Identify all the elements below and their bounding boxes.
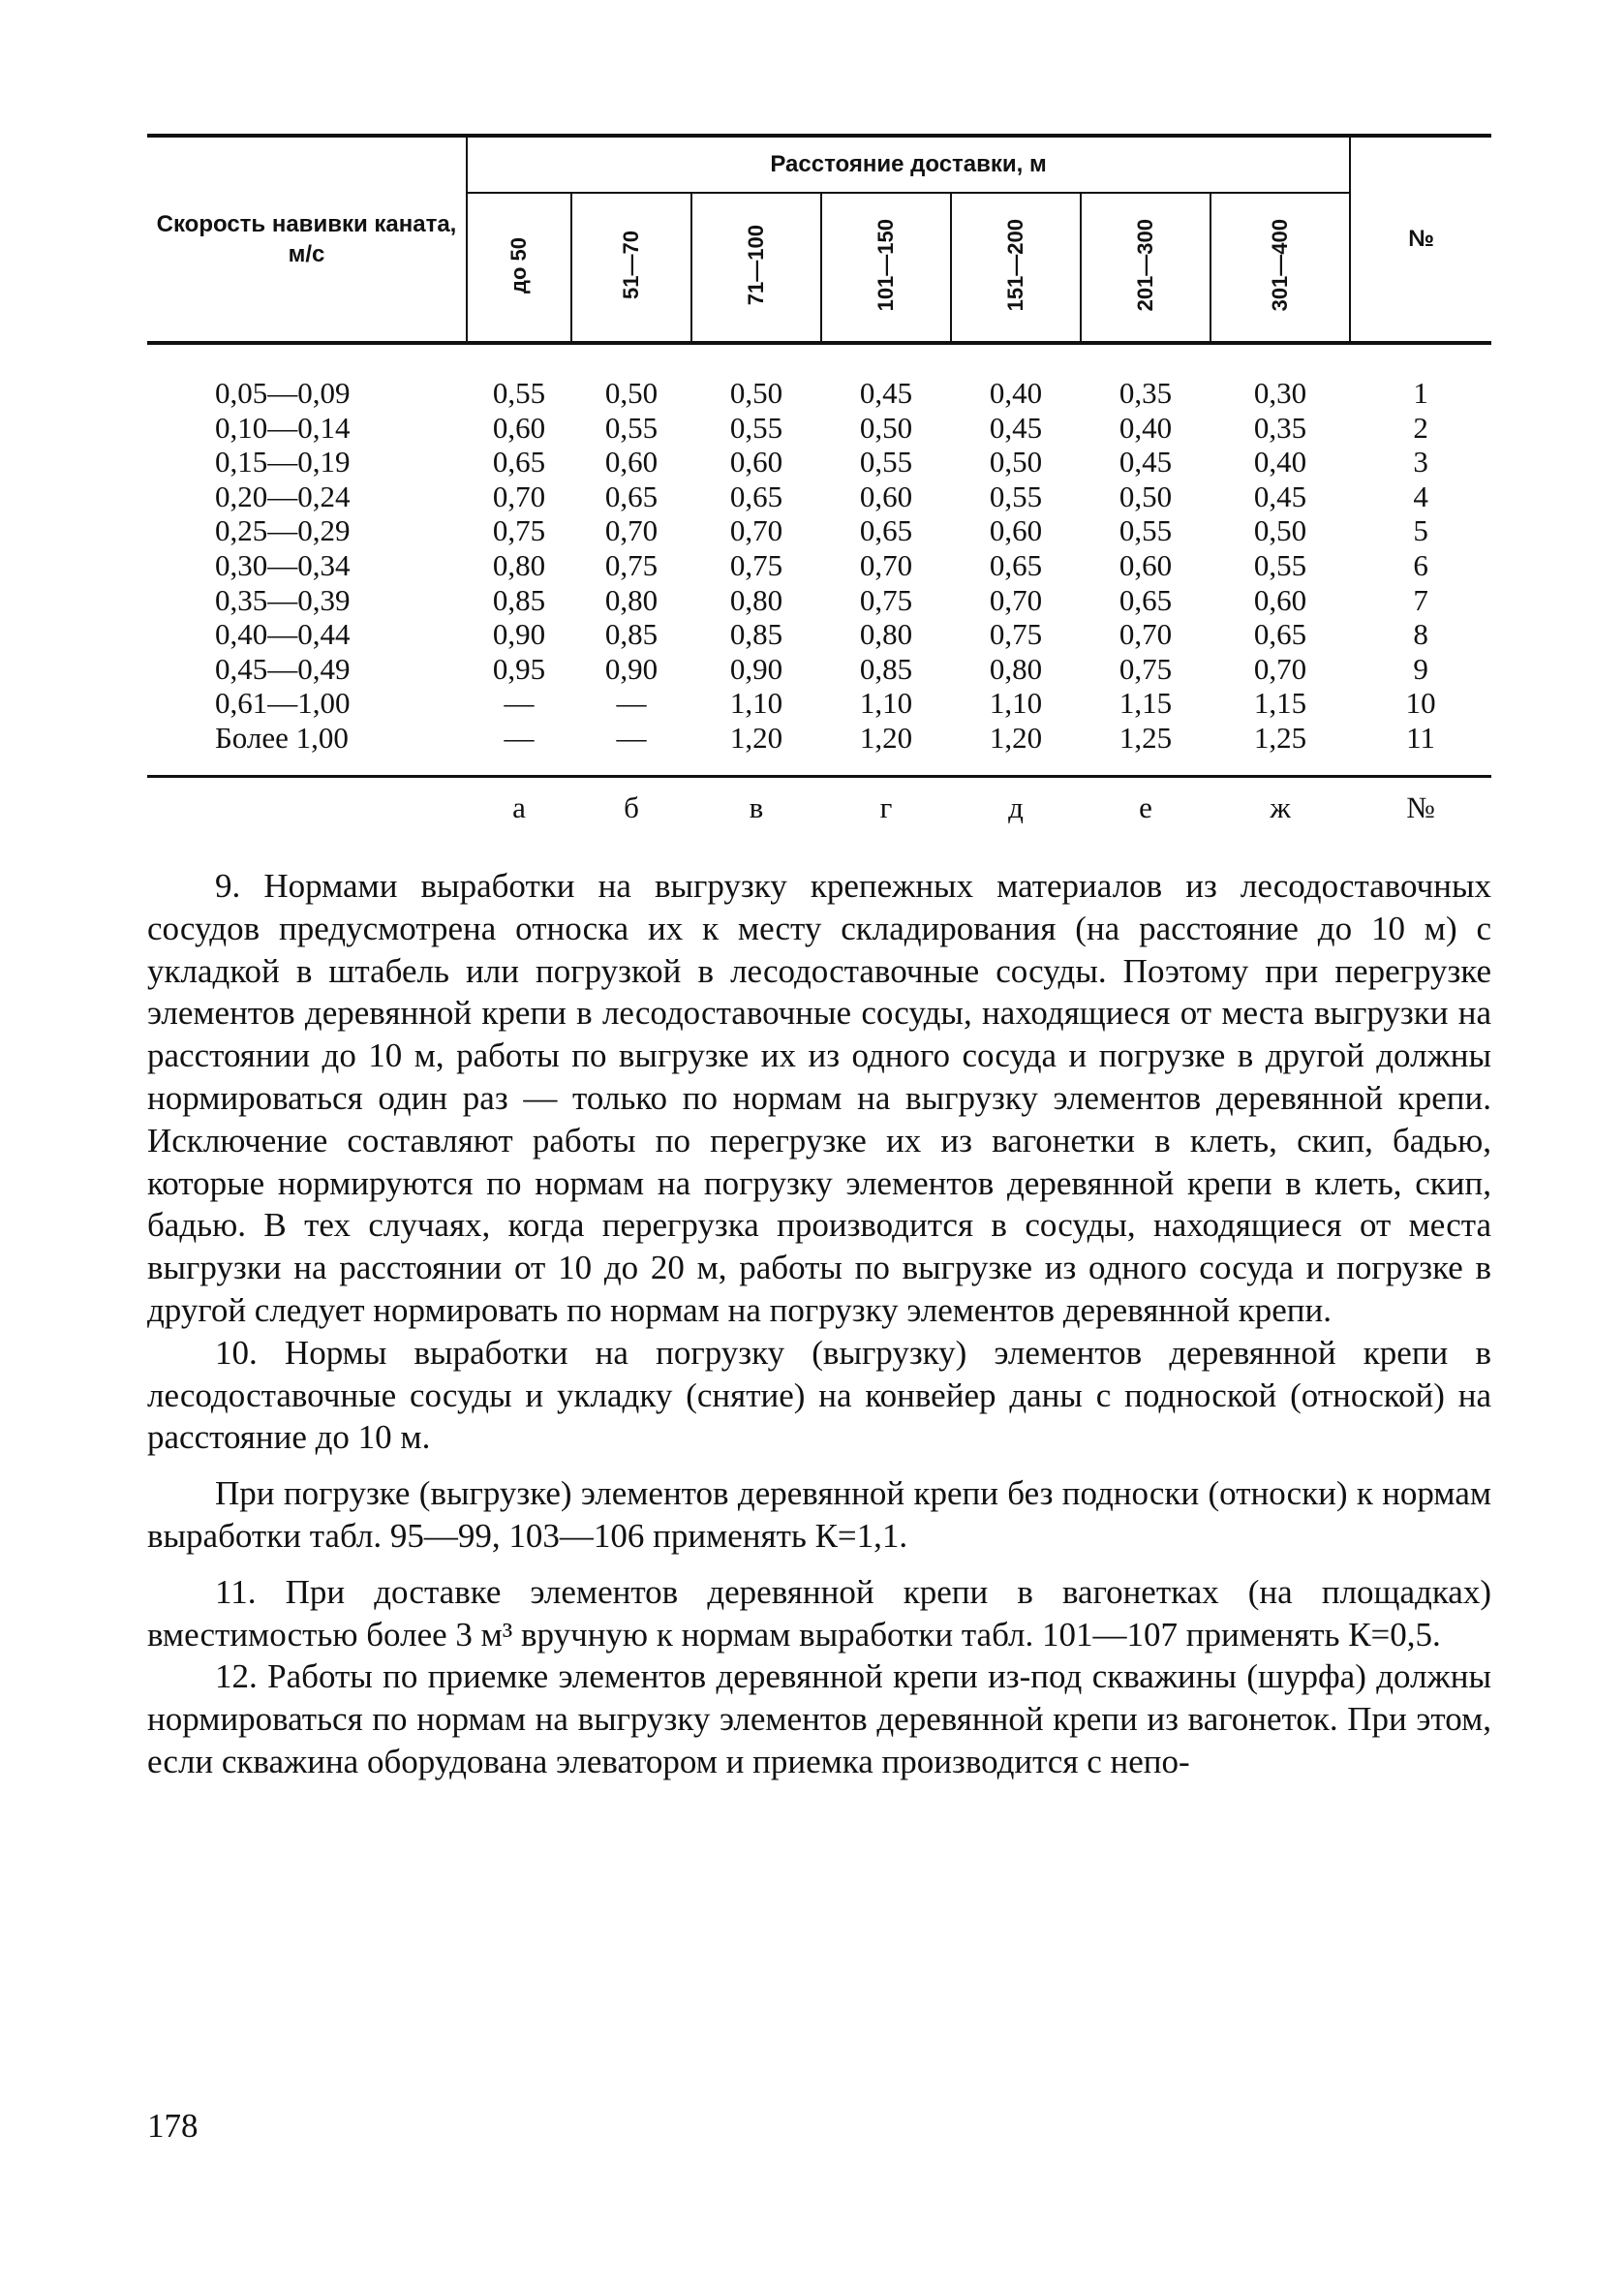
row-number-header: № bbox=[1350, 138, 1491, 341]
row-number-cell: 11 bbox=[1406, 720, 1436, 755]
distance-header bbox=[1081, 193, 1210, 341]
table-row bbox=[147, 583, 1491, 618]
distance-header-label: 201—300 bbox=[1133, 218, 1157, 312]
paragraph: 11. При доставке элементов деревянной крепи в вагонетках (на площадках) вместимостью более 3 м³ вручную к нормам выработки табл. 101—107 применять К=0,5. bbox=[147, 1572, 1491, 1654]
table-row bbox=[147, 479, 1491, 514]
norm-value-cell: — bbox=[616, 686, 647, 721]
norm-value-cell: 0,70 bbox=[1118, 617, 1173, 652]
norm-value-cell: 0,75 bbox=[604, 547, 659, 582]
norm-value-cell: 1,15 bbox=[1253, 686, 1307, 721]
norm-value-cell: 0,55 bbox=[989, 479, 1043, 513]
row-number-cell: 6 bbox=[1413, 547, 1428, 582]
norm-value-cell: 0,35 bbox=[1253, 410, 1307, 445]
footer-no-label: № bbox=[1350, 776, 1491, 838]
column-letter: в bbox=[691, 776, 821, 838]
norm-value-cell: 0,40 bbox=[1253, 445, 1307, 479]
norm-value-cell: 0,85 bbox=[604, 617, 659, 652]
speed-cell: 0,30—0,34 bbox=[215, 547, 351, 582]
norm-value-cell: 0,45 bbox=[1118, 445, 1173, 479]
norm-value-cell: 0,50 bbox=[1118, 479, 1173, 513]
row-number-cell: 1 bbox=[1413, 376, 1428, 410]
norm-value-cell: 1,15 bbox=[1118, 686, 1173, 721]
norm-value-cell: 0,50 bbox=[989, 445, 1043, 479]
norm-value-cell: 0,65 bbox=[989, 547, 1043, 582]
body-text bbox=[147, 865, 1491, 1783]
row-number-cell: 5 bbox=[1413, 513, 1428, 548]
norm-value-cell: 1,20 bbox=[729, 720, 783, 755]
norm-value-cell: 0,70 bbox=[859, 547, 913, 582]
norm-value-cell: 0,65 bbox=[1118, 582, 1173, 617]
table-body bbox=[147, 343, 1491, 776]
distance-group-header: Расстояние доставки, м bbox=[467, 138, 1350, 193]
norm-value-cell: 0,40 bbox=[989, 376, 1043, 410]
paragraph: 10. Нормы выработки на погрузку (выгрузку) элементов деревянной крепи в лесодоставочные сосуды и укладку (снятие) на конвейер даны с подноской (отноской) на расстояние до 10 м. bbox=[147, 1333, 1491, 1457]
speed-cell: 0,20—0,24 bbox=[215, 479, 351, 513]
table-top-spacer bbox=[147, 343, 1491, 376]
distance-header-label: 51—70 bbox=[619, 231, 643, 299]
page-number: 178 bbox=[147, 2107, 199, 2145]
norm-value-cell: 0,90 bbox=[492, 617, 546, 652]
norm-value-cell: 0,60 bbox=[859, 479, 913, 513]
column-letter: г bbox=[821, 776, 951, 838]
norm-value-cell: 0,65 bbox=[729, 479, 783, 513]
norm-value-cell: — bbox=[504, 720, 535, 755]
norm-value-cell: 0,50 bbox=[1253, 513, 1307, 548]
distance-header bbox=[1210, 193, 1350, 341]
norm-value-cell: 0,85 bbox=[859, 651, 913, 686]
speed-cell: 0,05—0,09 bbox=[215, 376, 351, 410]
distance-header-label: 301—400 bbox=[1268, 218, 1293, 312]
norm-value-cell: 0,60 bbox=[604, 445, 659, 479]
norm-value-cell: 1,10 bbox=[859, 686, 913, 721]
norm-value-cell: 0,50 bbox=[859, 410, 913, 445]
table-row bbox=[147, 721, 1491, 756]
norm-value-cell: 0,45 bbox=[859, 376, 913, 410]
norms-table-block bbox=[147, 134, 1491, 838]
norm-value-cell: 0,55 bbox=[1253, 547, 1307, 582]
table-row bbox=[147, 548, 1491, 583]
norm-value-cell: 0,70 bbox=[729, 513, 783, 548]
norm-value-cell: 0,65 bbox=[492, 445, 546, 479]
speed-cell: 0,10—0,14 bbox=[215, 410, 351, 445]
norm-value-cell: 0,45 bbox=[1253, 479, 1307, 513]
norm-value-cell: 0,60 bbox=[1118, 547, 1173, 582]
norm-value-cell: — bbox=[504, 686, 535, 721]
table-row bbox=[147, 652, 1491, 687]
distance-header-label: 101—150 bbox=[873, 218, 898, 312]
norm-value-cell: 0,45 bbox=[989, 410, 1043, 445]
row-number-cell: 9 bbox=[1413, 651, 1428, 686]
row-number-cell: 2 bbox=[1413, 410, 1428, 445]
norm-value-cell: 1,25 bbox=[1118, 720, 1173, 755]
distance-header bbox=[821, 193, 951, 341]
norm-value-cell: 1,20 bbox=[859, 720, 913, 755]
norm-value-cell: 0,50 bbox=[604, 376, 659, 410]
norm-value-cell: 0,55 bbox=[604, 410, 659, 445]
column-letter: а bbox=[467, 776, 571, 838]
column-letter: б bbox=[571, 776, 691, 838]
norm-value-cell: 0,65 bbox=[1253, 617, 1307, 652]
norm-value-cell: 0,35 bbox=[1118, 376, 1173, 410]
column-letters-row bbox=[147, 776, 1491, 838]
distance-header-label: до 50 bbox=[506, 236, 531, 294]
footer-blank-cell bbox=[147, 776, 467, 838]
norm-value-cell: 0,75 bbox=[729, 547, 783, 582]
row-number-cell: 7 bbox=[1413, 582, 1428, 617]
distance-header bbox=[951, 193, 1081, 341]
speed-column-header: Скорость навивки каната, м/с bbox=[147, 138, 467, 341]
norm-value-cell: 0,75 bbox=[492, 513, 546, 548]
column-letter: д bbox=[951, 776, 1081, 838]
norm-value-cell: 0,85 bbox=[729, 617, 783, 652]
norm-value-cell: 0,70 bbox=[604, 513, 659, 548]
row-number-cell: 8 bbox=[1413, 617, 1428, 652]
norm-value-cell: 0,70 bbox=[989, 582, 1043, 617]
norm-value-cell: 0,30 bbox=[1253, 376, 1307, 410]
norm-value-cell: 0,55 bbox=[859, 445, 913, 479]
speed-cell: 0,35—0,39 bbox=[215, 582, 351, 617]
distance-header-label: 71—100 bbox=[744, 224, 768, 306]
norm-value-cell: 0,70 bbox=[1253, 651, 1307, 686]
speed-cell: 0,25—0,29 bbox=[215, 513, 351, 548]
distance-header bbox=[467, 193, 571, 341]
column-letter: е bbox=[1081, 776, 1210, 838]
norm-value-cell: 0,90 bbox=[604, 651, 659, 686]
norm-value-cell: 1,10 bbox=[989, 686, 1043, 721]
norm-value-cell: 0,75 bbox=[989, 617, 1043, 652]
norm-value-cell: 0,65 bbox=[604, 479, 659, 513]
norm-value-cell: 0,40 bbox=[1118, 410, 1173, 445]
table-row bbox=[147, 411, 1491, 446]
norm-value-cell: 0,75 bbox=[1118, 651, 1173, 686]
norm-value-cell: 0,60 bbox=[989, 513, 1043, 548]
norms-table bbox=[147, 138, 1491, 838]
norm-value-cell: 0,70 bbox=[492, 479, 546, 513]
norm-value-cell: 0,85 bbox=[492, 582, 546, 617]
table-row bbox=[147, 445, 1491, 479]
table-bottom-spacer bbox=[147, 756, 1491, 777]
row-number-cell: 4 bbox=[1413, 479, 1428, 513]
norm-value-cell: 0,80 bbox=[492, 547, 546, 582]
norm-value-cell: 0,80 bbox=[989, 651, 1043, 686]
norm-value-cell: 0,75 bbox=[859, 582, 913, 617]
norm-value-cell: 0,50 bbox=[729, 376, 783, 410]
norm-value-cell: 0,60 bbox=[729, 445, 783, 479]
row-number-cell: 10 bbox=[1405, 686, 1436, 721]
paragraph: 9. Нормами выработки на выгрузку крепежных материалов из лесодоставочных сосудов предусмотрена относка их к месту складирования (на расстояние до 10 м) с укладкой в штабель или погрузкой в лесодоставочные сосуды. Поэтому при перегрузке элементов деревянной крепи в лесодоставочные сосуды, находящиеся от места выгрузки на расстоянии до 10 м, работы по выгрузке их из одного сосуда и погрузке в другой должны нормироваться один раз — только по нормам на выгрузку элементов деревянной крепи. Исключение составляют работы по перегрузке их из вагонетки в клеть, скип, бадью, которые нормируются по нормам на погрузку элементов деревянной крепи в клеть, скип, бадью. В тех случаях, когда перегрузка производится в сосуды, находящиеся от места выгрузки на расстоянии от 10 до 20 м, работы по выгрузке из одного сосуда и погрузке в другой следует нормировать по нормам на погрузку элементов деревянной крепи. bbox=[147, 867, 1491, 1329]
speed-cell: Более 1,00 bbox=[215, 720, 349, 755]
norm-value-cell: 0,90 bbox=[729, 651, 783, 686]
table-row bbox=[147, 513, 1491, 548]
norm-value-cell: 0,80 bbox=[859, 617, 913, 652]
column-letter: ж bbox=[1210, 776, 1350, 838]
paragraph: При погрузке (выгрузке) элементов деревянной крепи без подноски (относки) к нормам выработки табл. 95—99, 103—106 применять К=1,1. bbox=[147, 1474, 1491, 1555]
norm-value-cell: 0,80 bbox=[604, 582, 659, 617]
row-number-cell: 3 bbox=[1413, 445, 1428, 479]
distance-header bbox=[691, 193, 821, 341]
norm-value-cell: 1,10 bbox=[729, 686, 783, 721]
norm-value-cell: 0,65 bbox=[859, 513, 913, 548]
norm-value-cell: 1,25 bbox=[1253, 720, 1307, 755]
norm-value-cell: 0,80 bbox=[729, 582, 783, 617]
speed-cell: 0,45—0,49 bbox=[215, 651, 351, 686]
norm-value-cell: 0,55 bbox=[1118, 513, 1173, 548]
table-row bbox=[147, 617, 1491, 652]
norm-value-cell: — bbox=[616, 720, 647, 755]
speed-cell: 0,61—1,00 bbox=[215, 686, 351, 721]
distance-header bbox=[571, 193, 691, 341]
norm-value-cell: 0,95 bbox=[492, 651, 546, 686]
norm-value-cell: 0,60 bbox=[1253, 582, 1307, 617]
norm-value-cell: 1,20 bbox=[989, 720, 1043, 755]
speed-cell: 0,40—0,44 bbox=[215, 617, 351, 652]
norm-value-cell: 0,55 bbox=[729, 410, 783, 445]
table-row bbox=[147, 686, 1491, 721]
distance-header-label: 151—200 bbox=[1003, 218, 1027, 312]
table-row bbox=[147, 376, 1491, 411]
norm-value-cell: 0,55 bbox=[492, 376, 546, 410]
norm-value-cell: 0,60 bbox=[492, 410, 546, 445]
paragraph: 12. Работы по приемке элементов деревянной крепи из-под скважины (шурфа) должны нормироваться по нормам на выгрузку элементов деревянной крепи из вагонеток. При этом, если скважина оборудована элеватором и приемка производится с непо- bbox=[147, 1657, 1491, 1780]
speed-cell: 0,15—0,19 bbox=[215, 445, 351, 479]
